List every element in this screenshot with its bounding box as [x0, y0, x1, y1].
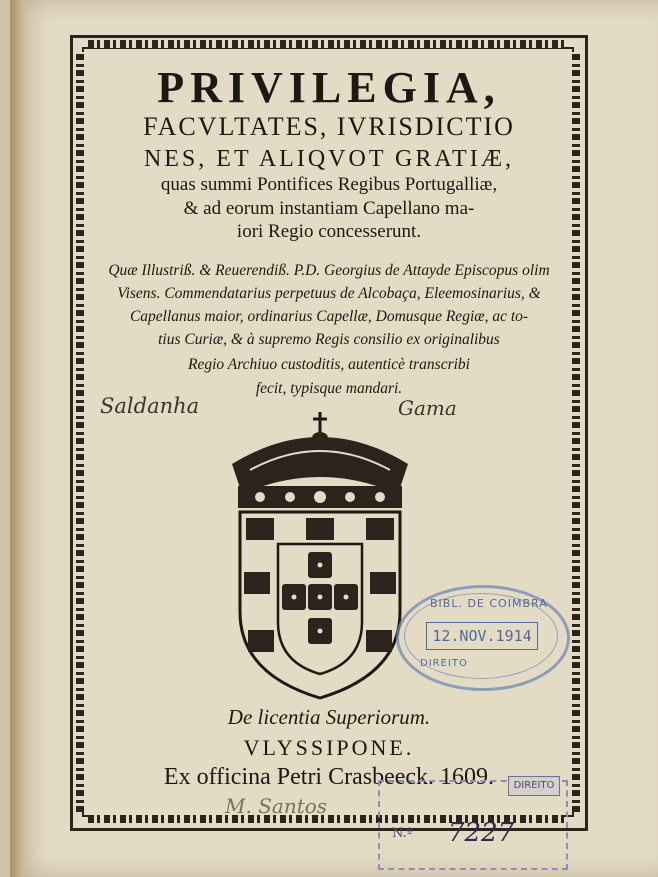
body-line-5: Regio Archiuo custoditis, autenticè transcribi — [188, 356, 470, 373]
stamp-library-name: BIBL. DE COIMBRA — [430, 597, 548, 610]
handwritten-saldanha: Saldanha — [100, 394, 200, 418]
title-line-3: NES, ET ALIQVOT GRATIÆ, — [143, 146, 515, 172]
imprint-license: De licentia Superiorum. — [227, 705, 431, 729]
shelfmark-tag: DIREITO — [508, 776, 560, 796]
handwritten-gama: Gama — [398, 396, 457, 420]
body-line-2: Visens. Commendatarius perpetuus de Alcobaça, Eleemosinarius, & — [117, 285, 541, 302]
stamp-bottom-text: DIREITO — [420, 658, 468, 669]
body-line-1: Quæ Illustriß. & Reuerendiß. P.D. Georgius de Attayde Episcopus olim — [108, 262, 550, 279]
title-line-1: PRIVILEGIA, — [157, 63, 501, 112]
border-ornament-left — [76, 52, 84, 812]
border-ornament-top — [88, 40, 564, 48]
shelfmark-prefix: N.º — [392, 826, 413, 841]
title-line-2: FACVLTATES, IVRISDICTIO — [143, 112, 515, 141]
body-line-6: fecit, typisque mandari. — [255, 380, 403, 397]
imprint-city: VLYSSIPONE. — [243, 735, 415, 760]
title-line-6: iori Regio concesserunt. — [236, 221, 422, 242]
stamp-date: 12.NOV.1914 — [426, 622, 538, 650]
title-line-4: quas summi Pontifices Regibus Portugalliæ, — [160, 174, 498, 195]
royal-coat-of-arms — [222, 412, 418, 702]
book-spine — [10, 0, 24, 877]
border-ornament-right — [572, 52, 580, 812]
body-line-3: Capellanus maior, ordinarius Capellæ, Domusque Regiæ, ac to- — [129, 308, 529, 325]
imprint-printer: Ex officina Petri Crasbeeck. 1609. — [163, 764, 495, 790]
title-line-5: & ad eorum instantiam Capellano ma- — [183, 198, 475, 219]
body-line-4: tius Curiæ, & à supremo Regis consilio ex originalibus — [158, 331, 500, 348]
handwritten-owner: M. Santos — [225, 794, 328, 818]
shelfmark-number: 7227 — [448, 818, 515, 848]
